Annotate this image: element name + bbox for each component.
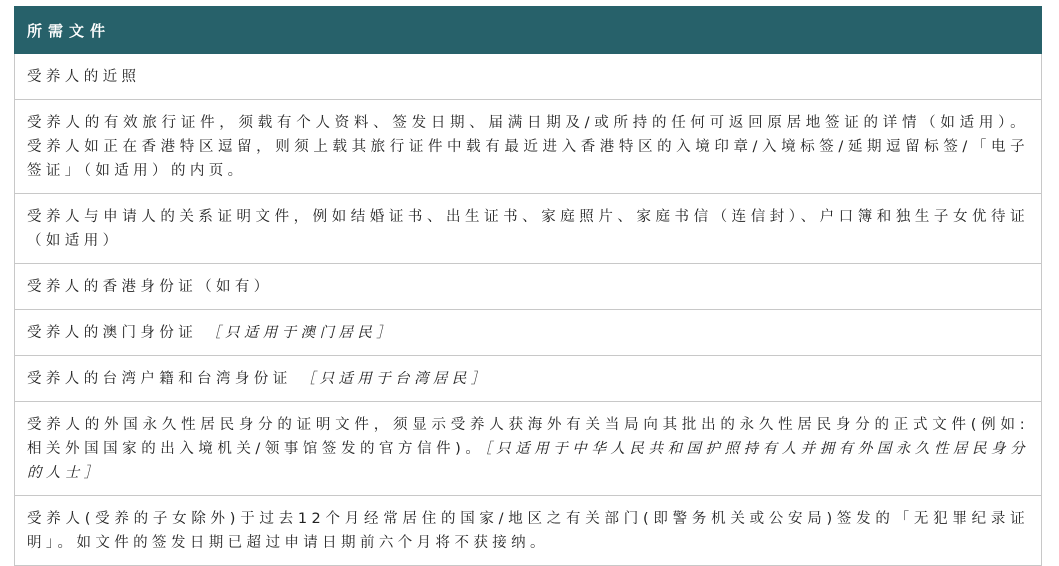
table-header: 所需文件	[15, 7, 1042, 54]
table-row	[15, 54, 1042, 100]
table-cell	[15, 402, 1042, 496]
table-row	[15, 356, 1042, 402]
table-cell	[15, 356, 1042, 402]
document-note: ［只适用于中华人民共和国护照持有人并拥有外国永久性居民身分的人士］	[27, 441, 1029, 481]
table-row	[15, 264, 1042, 310]
document-text: 受养人的澳门身份证	[27, 325, 207, 341]
table-cell	[15, 54, 1042, 100]
document-note: ［只适用于台湾居民］	[300, 371, 490, 387]
document-text: 受养人的近照	[27, 69, 141, 85]
document-text: 受养人(受养的子女除外)于过去12个月经常居住的国家/地区之有关部门(即警务机关或公安局)签发的「无犯罪纪录证明」。如文件的签发日期已超过申请日期前六个月将不获接纳。	[27, 511, 1029, 551]
document-text: 受养人的台湾户籍和台湾身份证	[27, 371, 301, 387]
document-note: ［只适用于澳门居民］	[206, 325, 396, 341]
table-row	[15, 496, 1042, 566]
document-text: 受养人的外国永久性居民身分的证明文件，须显示受养人获海外有关当局向其批出的永久性居民身分的正式文件(例如:相关外国国家的出入境机关/领事馆签发的官方信件)。	[27, 417, 1029, 457]
table-cell	[15, 496, 1042, 566]
table-row	[15, 100, 1042, 194]
document-text: 受养人的香港身份证（如有）	[27, 279, 273, 295]
table-cell	[15, 100, 1042, 194]
table-row	[15, 402, 1042, 496]
table-cell	[15, 194, 1042, 264]
document-text: 受养人的有效旅行证件，须载有个人资料、签发日期、届满日期及/或所持的任何可返回原居地签证的详情（如适用）。受养人如正在香港特区逗留，则须上载其旅行证件中载有最近进入香港特区的入境印章/入境标签/延期逗留标签/「电子签证」（如适用）的内页。	[27, 115, 1029, 179]
table-row	[15, 310, 1042, 356]
table-header-row	[15, 7, 1042, 54]
table-cell	[15, 310, 1042, 356]
required-documents-table	[14, 6, 1042, 566]
table-row	[15, 194, 1042, 264]
table-cell	[15, 264, 1042, 310]
document-text: 受养人与申请人的关系证明文件，例如结婚证书、出生证书、家庭照片、家庭书信（连信封）、户口簿和独生子女优待证（如适用）	[27, 209, 1029, 249]
